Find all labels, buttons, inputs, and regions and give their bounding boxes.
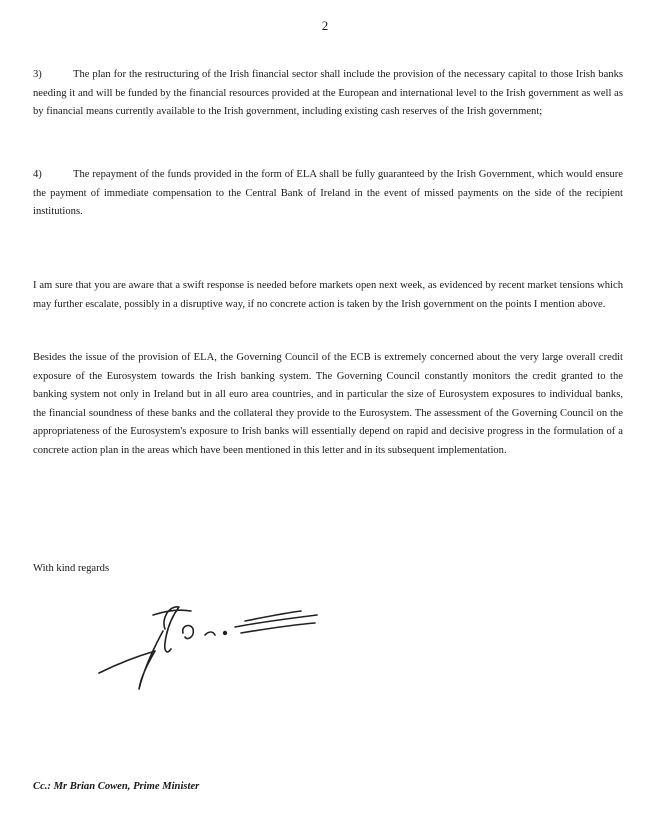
numbered-item-3 [33, 66, 623, 122]
item-number: 4) [33, 169, 42, 180]
body-paragraph: I am sure that you are aware that a swift response is needed before markets open next week, as evidenced by recent market tensions which may further escalate, possibly in a disruptive way, if no concrete action is taken by the Irish government on the points I mention above. [33, 280, 623, 310]
body-paragraph: Besides the issue of the provision of ELA, the Governing Council of the ECB is extremely concerned about the very large overall credit exposure of the Eurosystem towards the Irish banking system. The Governing Council constantly monitors the credit granted to the banking system not only in Ireland but in all euro area countries, and in particular the size of Eurosystem exposures to individual banks, the financial soundness of these banks and the collateral they provide to the Eurosystem. The assessment of the Governing Council on the appropriateness of the Eurosystem's exposure to Irish banks will essentially depend on rapid and decisive progress in the formulation of a concrete action plan in the areas which have been mentioned in this letter and in its subsequent implementation. [33, 352, 623, 456]
cc-line: Cc.: Mr Brian Cowen, Prime Minister [33, 781, 200, 792]
item-number: 3) [33, 69, 42, 80]
item-text: The repayment of the funds provided in the form of ELA shall be fully guaranteed by the Irish Government, which would ensure the payment of immediate compensation to the Central Bank of Ireland in the event of missed payments on the side of the recipient institutions. [33, 169, 623, 217]
closing-salutation: With kind regards [33, 563, 110, 574]
page-number: 2 [321, 18, 329, 33]
numbered-item-4 [33, 166, 623, 222]
handwritten-signature-icon [95, 585, 325, 695]
item-text: The plan for the restructuring of the Irish financial sector shall include the provision of the necessary capital to those Irish banks needing it and will be funded by the financial resources provided at the European and international level to the Irish government as well as by financial means currently available to the Irish government, including existing cash reserves of the Irish government; [33, 69, 623, 117]
